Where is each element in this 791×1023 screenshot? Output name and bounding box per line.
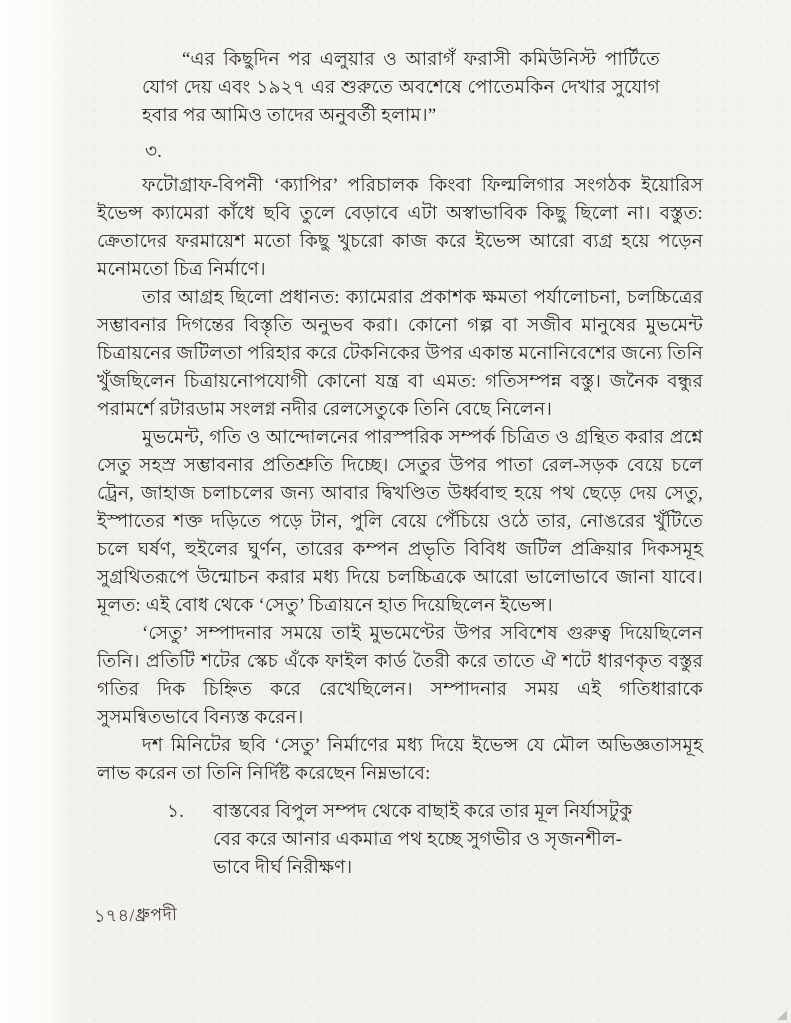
list-item-number: ১. xyxy=(167,802,185,822)
paragraph-1: ফটোগ্রাফ-বিপনী ‘ক্যাপির’ পরিচালক কিংবা ফিল্মলিগার সংগঠক ইয়োরিস ইভেন্স ক্যামেরা কাঁধে ছবি তুলে বেড়াবে এটা অস্বাভাবিক কিছু ছিলো না। বস্তুত: ক্রেতাদের ফরমায়েশ মতো কিছু খুচরো কাজ করে ইভেন্স আরো ব্যগ্র হয়ে পড়েন মনোমতো চিত্র নির্মাণে। xyxy=(97,176,703,280)
paragraph-5: দশ মিনিটের ছবি ‘সেতু’ নির্মাণের মধ্য দিয়ে ইভেন্স যে মৌল অভিজ্ঞতাসমূহ লাভ করেন তা তিনি নির্দিষ্ট করেছেন নিম্নভাবে: xyxy=(97,736,703,784)
scan-corner-artifact xyxy=(777,1010,787,1020)
paragraph-2: তার আগ্রহ ছিলো প্রধানত: ক্যামেরার প্রকাশক ক্ষমতা পর্যালোচনা, চলচ্চিত্রের সম্ভাবনার দিগন্তের বিস্তৃতি অনুভব করা। কোনো গল্প বা সজীব মানুষের মুভমেন্ট চিত্রায়নের জটিলতা পরিহার করে টেকনিকের উপর একান্ত মনোনিবেশের জন্যে তিনি খুঁজছিলেন চিত্রায়নোপযোগী কোনো যন্ত্র বা এমত: গতিসম্পন্ন বস্তু। জনৈক বন্ধুর পরামর্শে রটারডাম সংলগ্ন নদীর রেলসেতুকে তিনি বেছে নিলেন। xyxy=(97,288,703,420)
quote-paragraph: “এর কিছুদিন পর এলুয়ার ও আরাগঁ ফরাসী কমিউনিস্ট পার্টিতে যোগ দেয় এবং ১৯২৭ এর শুরুতে অবশেষে পোতেমকিন দেখার সুযোগ হবার পর আমিও তাদের অনুবর্তী হলাম।” xyxy=(142,50,660,126)
paragraph-3: মুভমেন্ট, গতি ও আন্দোলনের পারস্পরিক সম্পর্ক চিত্রিত ও গ্রন্থিত করার প্রশ্নে সেতু সহস্র সম্ভাবনার প্রতিশ্রুতি দিচ্ছে। সেতুর উপর পাতা রেল-সড়ক বেয়ে চলে ট্রেন, জাহাজ চলাচলের জন্য আবার দ্বিখণ্ডিত উর্ধ্ববাহু হয়ে পথ ছেড়ে দেয় সেতু, ইস্পাতের শক্ত দড়িতে পড়ে টান, পুলি বেয়ে পেঁচিয়ে ওঠে তার, নোঙরের খুঁটিতে চলে ঘর্ষণ, হুইলের ঘুর্ণন, তারের কম্পন প্রভৃতি বিবিধ জটিল প্রক্রিয়ার দিকসমূহ সুগ্রথিতরূপে উন্মোচন করার মধ্য দিয়ে চলচ্চিত্রকে আরো ভালোভাবে জানা যাবে। মূলত: এই বোধ থেকে ‘সেতু’ চিত্রায়নে হাত দিয়েছিলেন ইভেন্স। xyxy=(97,428,703,616)
section-number: ৩. xyxy=(145,142,163,162)
paragraph-4: ‘সেতু’ সম্পাদনার সময়ে তাই মুভমেণ্টের উপর সবিশেষ গুরুত্ব দিয়েছিলেন তিনি। প্রতিটি শটের স্কেচ এঁকে ফাইল কার্ড তৈরী করে তাতে ঐ শটে ধারণকৃত বস্তুর গতির দিক চিহ্নিত করে রেখেছিলেন। সম্পাদনার সময় এই গতিধারাকে সুসমন্বিতভাবে বিন্যস্ত করেন। xyxy=(97,624,703,728)
page-text-block xyxy=(97,46,703,882)
list-item xyxy=(167,798,645,882)
list-item-text: বাস্তবের বিপুল সম্পদ থেকে বাছাই করে তার মূল নির্যাসটুকু বের করে আনার একমাত্র পথ হচ্ছে সুগভীর ও সৃজনশীল-ভাবে দীর্ঘ নিরীক্ষণ। xyxy=(213,802,633,878)
footer-page-label: ১৭৪/ধ্রুপদী xyxy=(93,904,178,926)
page-left-margin xyxy=(0,0,72,1023)
